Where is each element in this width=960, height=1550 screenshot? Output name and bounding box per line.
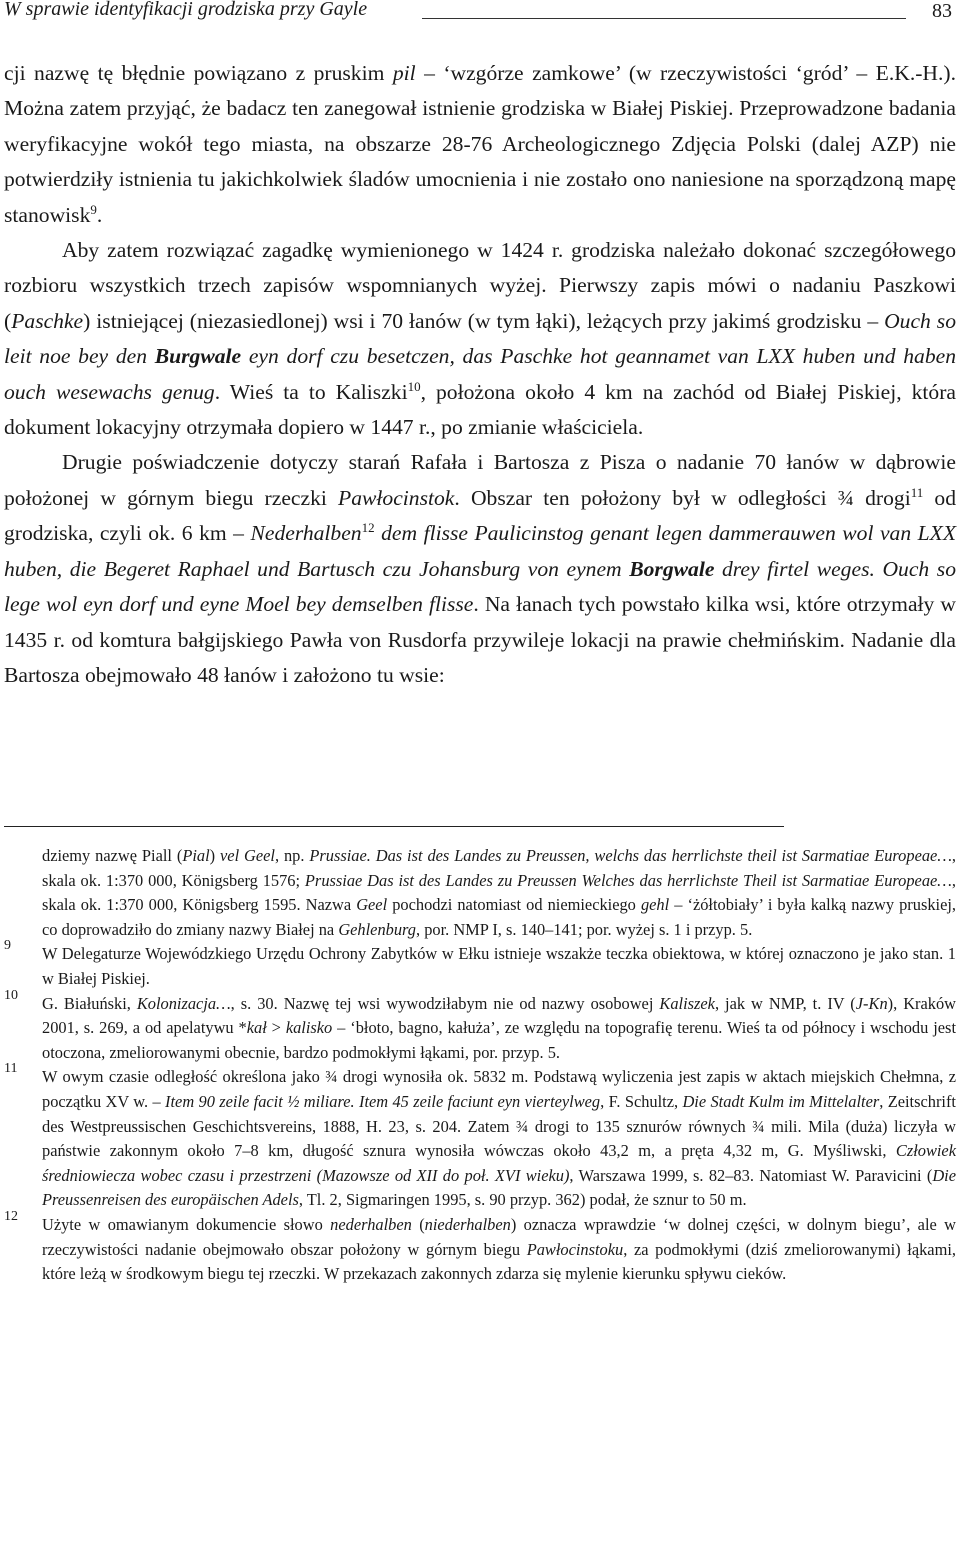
footnote-continued: dziemy nazwę Piall (Pial) vel Geel, np. Prussiae. Das ist des Landes zu Preussen, welchs das herrlichste theil ist Sarmatiae Europeae…, skala ok. 1:370 000, Königsberg 1576; Prussiae Das ist des Landes zu Preussen Welches das herrlichste Theil ist Sarmatiae Europeae…, skala ok. 1:370 000, Königsberg 1595. Nazwa Geel pochodzi natomiast od niemieckiego gehl – ‘żółtobiały’ i była kalką nazwy pruskiej, co doprowadziło do zmiany nazwy Białej na Gehlenburg, por. NMP I, s. 140–141; por. wyżej s. 1 i przyp. 5. [42,846,957,939]
footnote-ref-11[interactable]: 11 [910,484,924,500]
footnote-number: 11 [4,1061,18,1077]
page-number: 83 [932,0,952,22]
main-text [4,56,956,693]
footnote-11: 11 W owym czasie odległość określona jako ¾ drogi wynosiła ok. 5832 m. Podstawą wyliczenia jest zapis w aktach miejskich Chełmna, z początku XV w. – Item 90 zeile facit ½ miliare. Item 45 zeile faciunt eyn vierteylweg, F. Schultz, Die Stadt Kulm im Mittelalter, Zeitschrift des Westpreussischen Geschichtsvereins, 1888, H. 23, s. 204. Zatem ¾ drogi to 135 sznurów równych ¾ mili. Mila (duża) liczyła w państwie zakonnym około 7–8 km, długość sznura wynosiła wówczas około 43,2 m, a pręta 4,32 m, G. Myśliwski, Człowiek średniowiecza wobec czasu i przestrzeni (Mazowsze od XII do poł. XVI wieku), Warszawa 1999, s. 82–83. Natomiast W. Paravicini (Die Preussenreisen des europäischen Adels, Tl. 2, Sigmaringen 1995, s. 90 przyp. 362) podał, że sznur to 50 m. [0,1065,960,1213]
footnote-ref-12[interactable]: 12 [361,520,375,536]
paragraph-2: Aby zatem rozwiązać zagadkę wymienionego w 1424 r. grodziska należało dokonać szczegółowego rozbioru wszystkich trzech zapisów wspomnianych wyżej. Pierwszy zapis mówi o nadaniu Paszkowi (Paschke) istniejącej (niezasiedlonej) wsi i 70 łanów (w tym łąki), leżących przy jakimś grodzisku – Ouch so leit noe bey den Burgwale eyn dorf czu besetczen, das Paschke hot geannamet van LXX huben und haben ouch wesewachs genug. Wieś ta to Kaliszki$^{10}$, położona około 4 km na zachód od Białej Piskiej, która dokument lokacyjny otrzymała dopiero w 1447 r., po zmianie właściciela. [4,238,956,440]
footnote-number: 12 [4,1208,18,1224]
footnote-12: 12 Użyte w omawianym dokumencie słowo nederhalben (niederhalben) oznacza wprawdzie ‘w dolnej części, w dolnym biegu’, ale w rzeczywistości nadanie obejmowało obszar położony w górnym biegu Pawłocinstoku, za podmokłymi (dziś zmeliorowanymi) łąkami, które leżą w środkowym biegu tej rzeczki. W przekazach zakonnych zdarza się mylenie kierunku spływu cieków. [0,1213,960,1287]
footnote-separator [4,826,784,827]
running-title: W sprawie identyfikacji grodziska przy Gayle [4,0,368,20]
footnote-ref-10[interactable]: 10 [407,378,421,394]
footnotes-section [0,844,960,1287]
footnote-number: 9 [4,938,11,954]
footnote-9: 9 W Delegaturze Wojewódzkiego Urzędu Ochrony Zabytków w Ełku istnieje wszakże teczka obiektowa, w której oznaczono je jako stan. 1 w Białej Piskiej. [0,942,960,991]
footnote-10: 10 G. Białuński, Kolonizacja…, s. 30. Nazwę tej wsi wywodziłabym nie od nazwy osobowej Kaliszek, jak w NMP, t. IV (J-Kn), Kraków 2001, s. 269, a od apelatywu *kał > kalisko – ‘błoto, bagno, kałuża’, ze względu na topografię terenu. Wieś ta od północy i wschodu jest otoczona, zmeliorowanymi obecnie, bardzo podmokłymi łąkami, por. przyp. 5. [0,992,960,1066]
footnote-ref-9[interactable]: 9 [90,201,97,217]
header-rule [422,18,906,19]
paragraph-1: cji nazwę tę błędnie powiązano z pruskim pil – ‘wzgórze zamkowe’ (w rzeczywistości ‘gród’ – E.K.-H.). Można zatem przyjąć, że badacz ten zanegował istnienie grodziska w Białej Piskiej. Przeprowadzone badania weryfikacyjne wokół tego miasta, na obszarze 28-76 Archeologicznego Zdjęcia Polski (dalej AZP) nie potwierdziły istnienia tu jakichkolwiek śladów umocnienia i nie zostało ono naniesione na sporządzoną mapę stanowisk$^9$. [4,61,956,227]
footnote-number: 10 [4,987,18,1003]
paragraph-3: Drugie poświadczenie dotyczy starań Rafała i Bartosza z Pisza o nadanie 70 łanów w dąbrowie położonej w górnym biegu rzeczki Pawłocinstok. Obszar ten położony był w odległości ¾ drogi$^{11}$ od grodziska, czyli ok. 6 km – Nederhalben$^{12}$ dem flisse Paulicinstog genant legen dammerauwen wol van LXX huben, die Begeret Raphael und Bartusch czu Johansburg von eynem Borgwale drey firtel weges. Ouch so lege wol eyn dorf und eyne Moel bey demselben flisse. Na łanach tych powstało kilka wsi, które otrzymały w 1435 r. od komtura bałgijskiego Pawła von Rusdorfa przywileje lokacji na prawie chełmińskim. Nadanie dla Bartosza obejmowało 48 łanów i założono tu wsie: [4,450,957,687]
running-header [4,0,954,26]
